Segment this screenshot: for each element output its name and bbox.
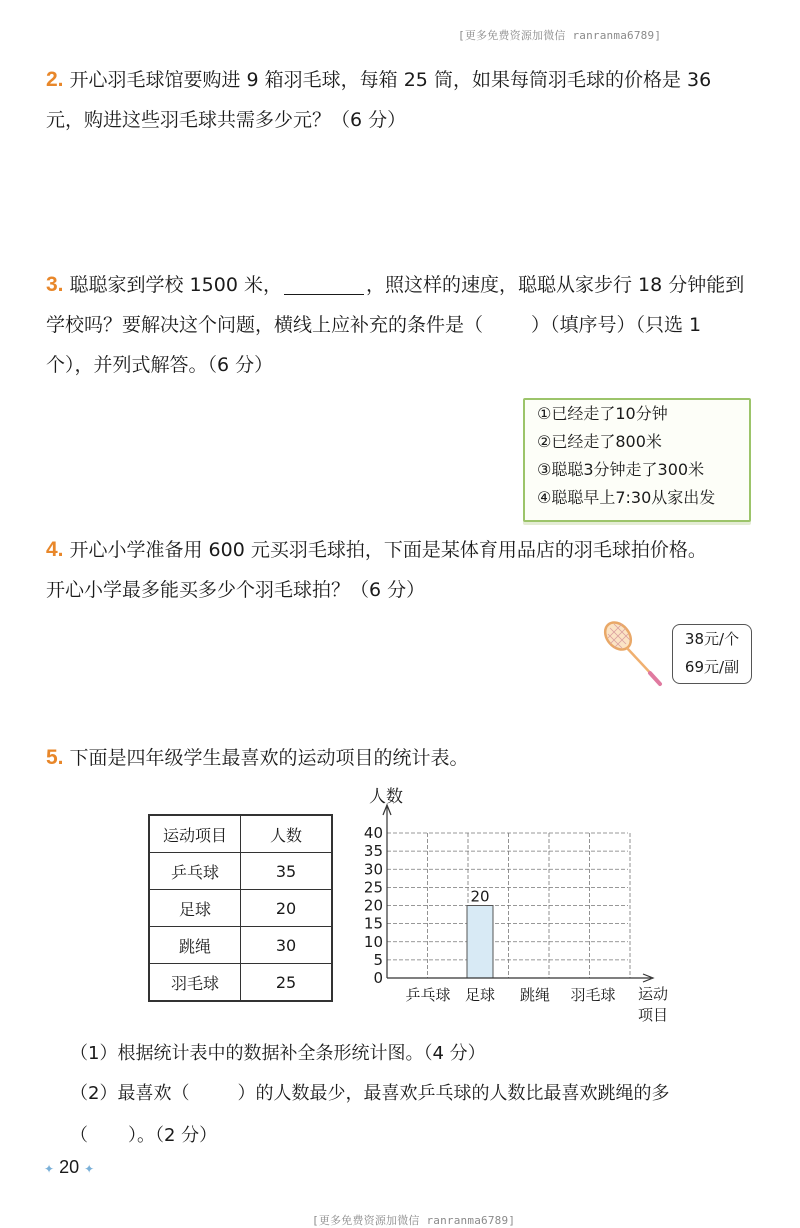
question-text: 聪聪家到学校 1500 米， (69, 274, 282, 296)
question-text: （ (70, 1125, 88, 1146)
question-3 (46, 265, 760, 385)
question-5 (46, 738, 760, 778)
option-2: ②已经走了800米 (537, 432, 662, 451)
x-tick-label: 乒乓球 (405, 986, 451, 1004)
question-number: 4. (46, 538, 64, 561)
fill-blank[interactable] (284, 276, 364, 295)
y-axis-label: 人数 (369, 787, 403, 807)
table-row (149, 964, 332, 1002)
question-text: 元，购进这些羽毛球共需多少元？（6 分） (46, 109, 407, 131)
sub-question-2-cont (70, 1119, 217, 1153)
option-3: ③聪聪3分钟走了300米 (537, 460, 705, 479)
table-cell: 羽毛球 (149, 964, 241, 1002)
question-text: ，照这样的速度，聪聪从家步行 18 分钟能到 (365, 274, 745, 296)
question-text: ）。（2 分） (128, 1125, 218, 1146)
page-number (44, 1157, 94, 1178)
option-4: ④聪聪早上7:30从家出发 (537, 488, 716, 507)
question-4 (46, 530, 760, 610)
y-tick-label: 5 (373, 950, 383, 969)
bar-chart (355, 785, 680, 1030)
question-text: （2）最喜欢（ (70, 1083, 190, 1104)
table-cell: 30 (241, 927, 333, 964)
table-cell: 35 (241, 853, 333, 890)
y-tick-label: 10 (363, 932, 383, 951)
dot-icon: ✦ (44, 1162, 55, 1176)
question-number: 2. (46, 68, 64, 91)
table-header-row (149, 815, 332, 853)
x-axis-label: 运动 (637, 985, 669, 1003)
price-tag (672, 624, 752, 684)
y-tick-label: 40 (363, 824, 383, 842)
badminton-racket-icon (600, 618, 666, 688)
sub-question-2 (70, 1077, 669, 1111)
table-row (149, 853, 332, 890)
question-text: ）（填序号）（只选 1 (531, 314, 702, 336)
x-tick-label: 跳绳 (519, 986, 551, 1004)
sub-question-1: （1）根据统计表中的数据补全条形统计图。（4 分） (70, 1043, 486, 1064)
question-2 (46, 60, 760, 140)
y-tick-label: 15 (363, 914, 383, 933)
question-number: 3. (46, 273, 64, 296)
y-tick-label: 0 (373, 969, 383, 987)
y-tick-label: 20 (363, 896, 383, 915)
condition-options-box (523, 398, 751, 522)
x-tick-label: 羽毛球 (570, 986, 616, 1004)
table-row (149, 890, 332, 927)
x-axis-label: 项目 (637, 1006, 669, 1024)
page-number-text: 20 (59, 1157, 80, 1177)
table-header: 运动项目 (149, 815, 241, 853)
price-racket: 38元/个 (684, 630, 740, 648)
table-cell: 乒乓球 (149, 853, 241, 890)
question-text: 个），并列式解答。（6 分） (46, 354, 274, 376)
watermark-top: [更多免费资源加微信 ranranma6789] (458, 29, 662, 42)
watermark-bottom: [更多免费资源加微信 ranranma6789] (312, 1214, 516, 1227)
table-row (149, 927, 332, 964)
question-text: 开心小学准备用 600 元买羽毛球拍，下面是某体育用品店的羽毛球拍价格。 (69, 539, 707, 561)
statistics-table (148, 814, 333, 1002)
table-cell: 足球 (149, 890, 241, 927)
question-text: 开心羽毛球馆要购进 9 箱羽毛球，每箱 25 筒，如果每筒羽毛球的价格是 36 (69, 69, 712, 91)
y-tick-label: 30 (363, 860, 383, 879)
table-cell: 20 (241, 890, 333, 927)
bar-足球 (467, 906, 493, 979)
x-tick-label: 足球 (464, 986, 496, 1004)
question-text: 开心小学最多能买多少个羽毛球拍？（6 分） (46, 579, 426, 601)
bar-data-label: 20 (470, 887, 490, 906)
table-cell: 25 (241, 964, 333, 1002)
question-text: ）的人数最少，最喜欢乒乓球的人数比最喜欢跳绳的多 (237, 1083, 670, 1104)
dot-icon: ✦ (84, 1162, 95, 1176)
price-pair: 69元/副 (684, 658, 740, 676)
table-cell: 跳绳 (149, 927, 241, 964)
y-tick-label: 35 (363, 842, 383, 861)
y-tick-label: 25 (363, 878, 383, 897)
question-text: 下面是四年级学生最喜欢的运动项目的统计表。 (69, 747, 469, 769)
question-text: 学校吗？要解决这个问题，横线上应补充的条件是（ (46, 314, 484, 336)
option-1: ①已经走了10分钟 (537, 404, 668, 423)
question-number: 5. (46, 746, 64, 769)
table-header: 人数 (241, 815, 333, 853)
